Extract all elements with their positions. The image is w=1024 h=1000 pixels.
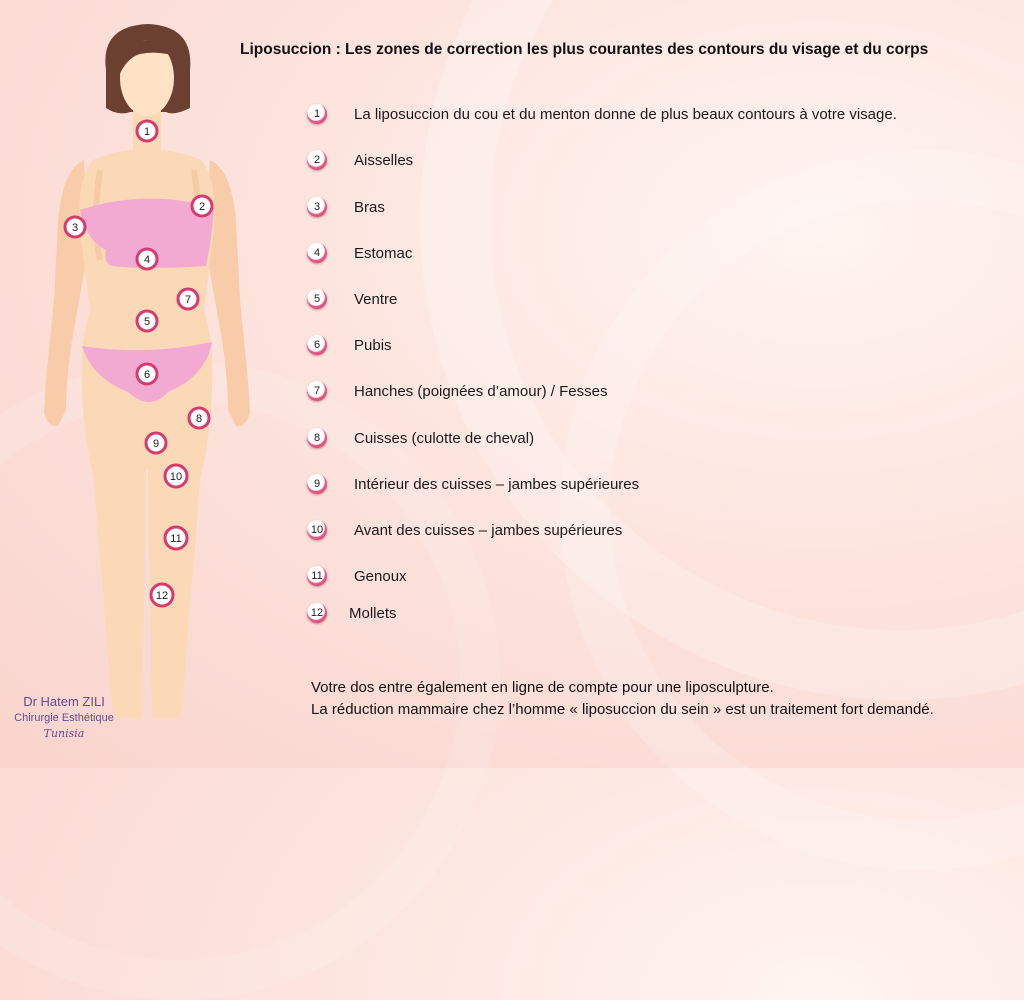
credit-title: Chirurgie Esthétique xyxy=(14,712,114,724)
legend-badge: 12 xyxy=(307,603,327,623)
legend-label: Hanches (poignées d’amour) / Fesses xyxy=(354,382,608,400)
zone-marker-label: 9 xyxy=(152,438,160,450)
legend-label: Genoux xyxy=(354,567,407,585)
zone-marker-label: 5 xyxy=(143,316,151,328)
author-credit xyxy=(0,694,128,740)
legend-label: La liposuccion du cou et du menton donne de plus beaux contours à votre visage. xyxy=(354,105,897,123)
zone-marker-label: 3 xyxy=(71,222,79,234)
legend-label: Ventre xyxy=(354,290,398,308)
zone-marker-6 xyxy=(137,364,157,384)
credit-name: Dr Hatem ZILI xyxy=(23,694,105,709)
legend-label: Avant des cuisses – jambes supérieures xyxy=(354,521,623,539)
zone-marker-label: 8 xyxy=(195,413,203,425)
zone-marker-label: 7 xyxy=(184,294,192,306)
zone-marker-label: 1 xyxy=(143,126,151,138)
zone-marker-2 xyxy=(192,196,212,216)
zone-marker-label: 12 xyxy=(155,590,169,602)
legend-label: Cuisses (culotte de cheval) xyxy=(354,429,535,447)
legend-item-8 xyxy=(307,425,534,451)
background-swirl xyxy=(420,0,1024,700)
footer-note xyxy=(311,677,934,721)
zone-marker-7 xyxy=(178,289,198,309)
legend-item-9 xyxy=(307,471,639,497)
legend-item-4 xyxy=(307,240,412,266)
zone-marker-5 xyxy=(137,311,157,331)
zone-marker-11 xyxy=(165,527,187,549)
legend-label: Mollets xyxy=(349,604,397,622)
legend-label: Bras xyxy=(354,198,385,216)
legend-badge: 5 xyxy=(307,289,327,309)
zone-marker-label: 6 xyxy=(143,369,151,381)
legend-item-2 xyxy=(307,147,413,173)
legend-label: Estomac xyxy=(354,244,413,262)
legend-item-3 xyxy=(307,194,385,220)
legend-badge: 10 xyxy=(307,520,327,540)
legend-label: Intérieur des cuisses – jambes supérieures xyxy=(354,475,640,493)
legend-badge: 1 xyxy=(307,104,327,124)
legend-label: Pubis xyxy=(354,336,392,354)
legend-item-12 xyxy=(307,600,397,626)
legend-item-11 xyxy=(307,563,407,589)
zone-marker-4 xyxy=(137,249,157,269)
legend-badge: 4 xyxy=(307,243,327,263)
zone-marker-label: 2 xyxy=(198,201,206,213)
legend-item-7 xyxy=(307,378,607,404)
legend-badge: 2 xyxy=(307,150,327,170)
legend-label: Aisselles xyxy=(354,151,414,169)
zone-marker-label: 4 xyxy=(143,254,151,266)
zone-marker-label: 11 xyxy=(170,533,182,545)
legend-badge: 3 xyxy=(307,197,327,217)
legend-badge: 6 xyxy=(307,335,327,355)
zone-marker-1 xyxy=(137,121,157,141)
page-title: Liposuccion : Les zones de correction les plus courantes des contours du visage et du corps xyxy=(240,41,929,58)
legend-item-10 xyxy=(307,517,622,543)
zone-marker-12 xyxy=(151,584,173,606)
legend-item-5 xyxy=(307,286,397,312)
legend-badge: 7 xyxy=(307,381,327,401)
zone-marker-label: 10 xyxy=(169,471,183,483)
zone-marker-10 xyxy=(165,465,187,487)
credit-city: Tunisia xyxy=(43,727,85,740)
footer-line-2: La réduction mammaire chez l’homme « liposuccion du sein » est un traitement fort demandé. xyxy=(311,701,934,718)
background-swirl xyxy=(560,150,1024,870)
zone-marker-9 xyxy=(146,433,166,453)
legend-item-1 xyxy=(307,101,897,127)
legend-item-6 xyxy=(307,332,392,358)
zone-marker-8 xyxy=(189,408,209,428)
footer-line-1: Votre dos entre également en ligne de compte pour une liposculpture. xyxy=(311,679,774,696)
zone-marker-3 xyxy=(65,217,85,237)
legend-badge: 11 xyxy=(307,566,327,586)
body-figure xyxy=(0,0,300,768)
legend-badge: 9 xyxy=(307,474,327,494)
legend-badge: 8 xyxy=(307,428,327,448)
